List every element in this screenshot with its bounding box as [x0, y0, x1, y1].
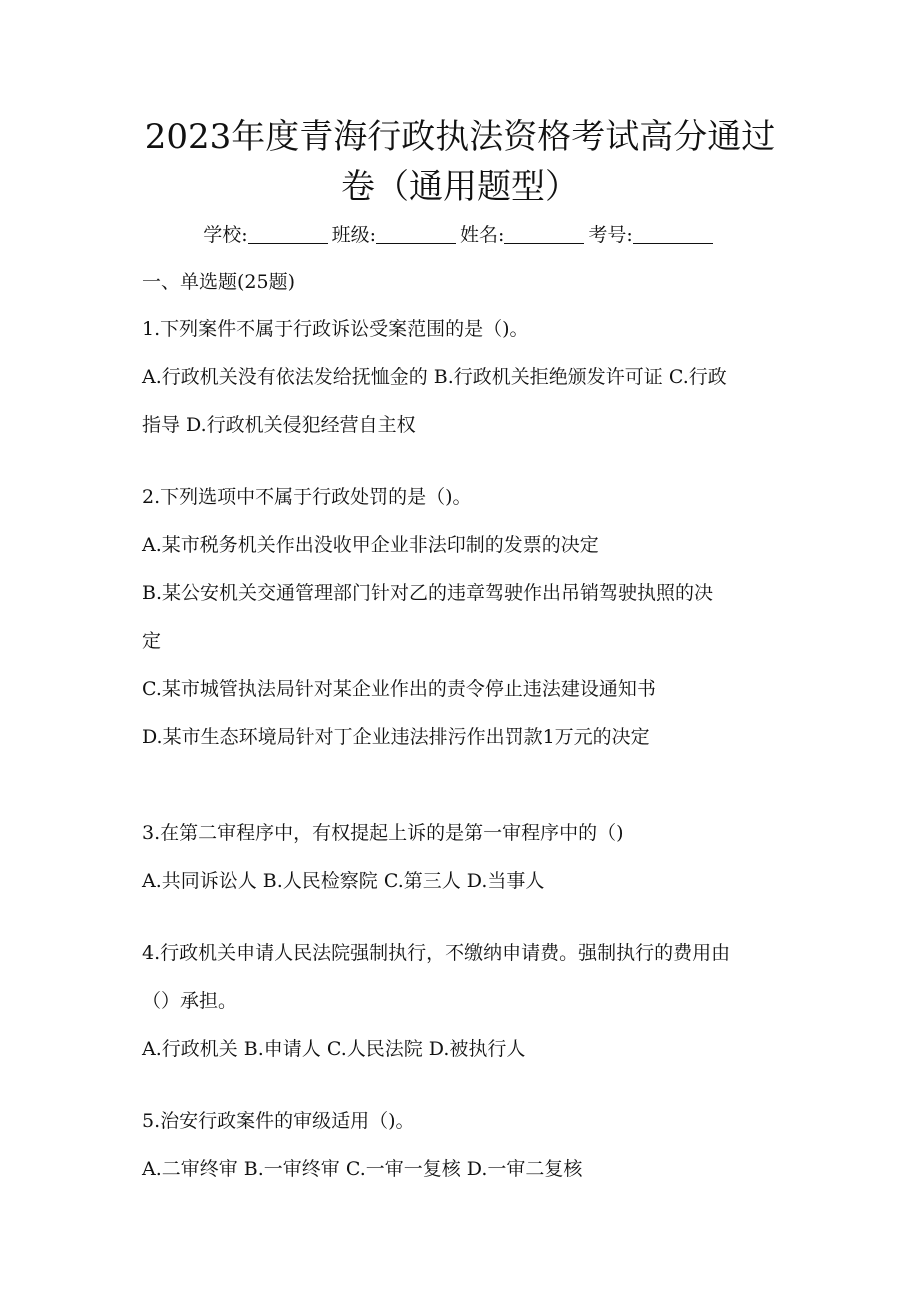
class-label: 班级:: [331, 224, 376, 246]
question-1-stem: 1.下列案件不属于行政诉讼受案范围的是（)。: [142, 318, 529, 340]
question-2-stem: 2.下列选项中不属于行政处罚的是（)。: [142, 486, 472, 508]
question-2-option-a: A.某市税务机关作出没收甲企业非法印制的发票的决定: [142, 534, 599, 556]
title-line-2: 卷（通用题型）: [341, 167, 579, 207]
question-4-options: A.行政机关 B.申请人 C.人民法院 D.被执行人: [142, 1038, 526, 1060]
question-5-options: A.二审终审 B.一审终审 C.一审一复核 D.一审二复核: [142, 1158, 583, 1180]
question-1-options-line-1: A.行政机关没有依法发给抚恤金的 B.行政机关拒绝颁发许可证 C.行政: [142, 366, 727, 388]
question-3-stem: 3.在第二审程序中，有权提起上诉的是第一审程序中的（): [142, 822, 624, 844]
exam-number-blank: [633, 225, 713, 244]
question-1-options-line-2: 指导 D.行政机关侵犯经营自主权: [142, 414, 416, 436]
question-5-stem: 5.治安行政案件的审级适用（)。: [142, 1110, 415, 1132]
exam-title: [100, 112, 820, 212]
name-blank: [504, 225, 584, 244]
exam-number-label: 考号:: [588, 224, 633, 246]
question-3-options: A.共同诉讼人 B.人民检察院 C.第三人 D.当事人: [142, 870, 545, 892]
section-heading: 一、单选题(25题): [142, 271, 296, 293]
question-4-stem-line-1: 4.行政机关申请人民法院强制执行，不缴纳申请费。强制执行的费用由: [142, 942, 731, 964]
title-line-1: 2023年度青海行政执法资格考试高分通过: [144, 117, 776, 157]
name-label: 姓名:: [460, 224, 505, 246]
school-label: 学校:: [203, 224, 248, 246]
question-2-option-c: C.某市城管执法局针对某企业作出的责令停止违法建设通知书: [142, 678, 656, 700]
student-info-line: [0, 220, 920, 247]
question-2-option-b-line-2: 定: [142, 630, 162, 652]
class-blank: [376, 225, 456, 244]
question-4-stem-line-2: （）承担。: [142, 990, 238, 1012]
question-2-option-d: D.某市生态环境局针对丁企业违法排污作出罚款1万元的决定: [142, 726, 650, 748]
question-2-option-b-line-1: B.某公安机关交通管理部门针对乙的违章驾驶作出吊销驾驶执照的决: [142, 582, 714, 604]
school-blank: [248, 225, 328, 244]
